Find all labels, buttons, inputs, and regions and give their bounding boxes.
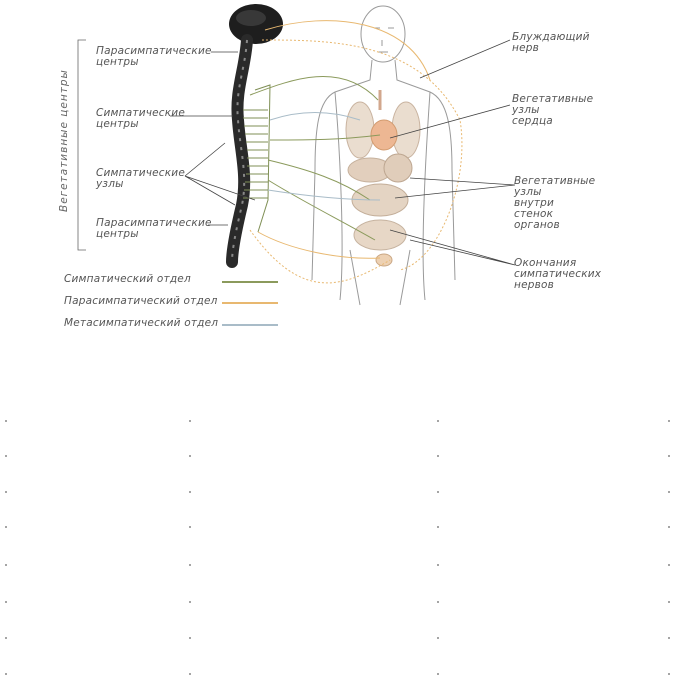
- grid-dot: [668, 491, 670, 493]
- organs: [346, 90, 420, 266]
- centers-bracket: [78, 40, 86, 250]
- grid-dot: [5, 673, 7, 675]
- heart: [371, 120, 397, 150]
- grid-dot: [5, 564, 7, 566]
- spinal-cord: [232, 40, 247, 262]
- grid-dot: [5, 526, 7, 528]
- grid-dot: [668, 637, 670, 639]
- grid-dot: [189, 673, 191, 675]
- grid-dot: [5, 637, 7, 639]
- grid-dot: [668, 601, 670, 603]
- grid-dot: [668, 526, 670, 528]
- label-organ-nodes: Вегетативные узлы внутри стенок органов: [514, 175, 596, 231]
- sympathetic-chain: [243, 85, 270, 232]
- grid-dot: [437, 673, 439, 675]
- grid-dot: [5, 420, 7, 422]
- leader-lines: [170, 40, 515, 265]
- grid-dot: [189, 420, 191, 422]
- legend-metasympathetic-line: [222, 324, 278, 326]
- grid-dot: [668, 420, 670, 422]
- label-vegetative-centers: Вегетативные центры: [58, 69, 70, 212]
- legend-metasympathetic-label: Метасимпатический отдел: [64, 317, 219, 329]
- grid-dot: [189, 601, 191, 603]
- label-symp-endings: Окончания симпатических нервов: [514, 257, 602, 291]
- grid-dot: [189, 491, 191, 493]
- label-vagus-nerve: Блуждающий нерв: [512, 31, 590, 54]
- grid-dot: [437, 526, 439, 528]
- grid-dot: [189, 455, 191, 457]
- legend-sympathetic-label: Симпатический отдел: [64, 273, 191, 285]
- grid-dot: [437, 601, 439, 603]
- grid-dot: [668, 564, 670, 566]
- grid-dot: [437, 491, 439, 493]
- legend-sympathetic-line: [222, 281, 278, 283]
- grid-dot: [668, 673, 670, 675]
- grid-dot: [189, 637, 191, 639]
- label-symp-nodes: Симпатические узлы: [96, 167, 185, 190]
- grid-dot: [5, 601, 7, 603]
- grid-dot: [5, 491, 7, 493]
- grid-dot: [437, 564, 439, 566]
- grid-dot: [5, 455, 7, 457]
- grid-dot: [668, 455, 670, 457]
- legend-parasympathetic-label: Парасимпатический отдел: [64, 295, 218, 307]
- grid-dot: [189, 564, 191, 566]
- grid-dot: [437, 455, 439, 457]
- label-symp-centers: Симпатические центры: [96, 107, 185, 130]
- label-heart-nodes: Вегетативные узлы сердца: [512, 93, 594, 127]
- grid-dot: [437, 637, 439, 639]
- label-parasymp-centers-bottom: Парасимпатические центры: [96, 217, 212, 240]
- label-parasymp-centers-top: Парасимпатические центры: [96, 45, 212, 68]
- legend-parasympathetic-line: [222, 302, 278, 304]
- grid-dot: [437, 420, 439, 422]
- grid-dot: [189, 526, 191, 528]
